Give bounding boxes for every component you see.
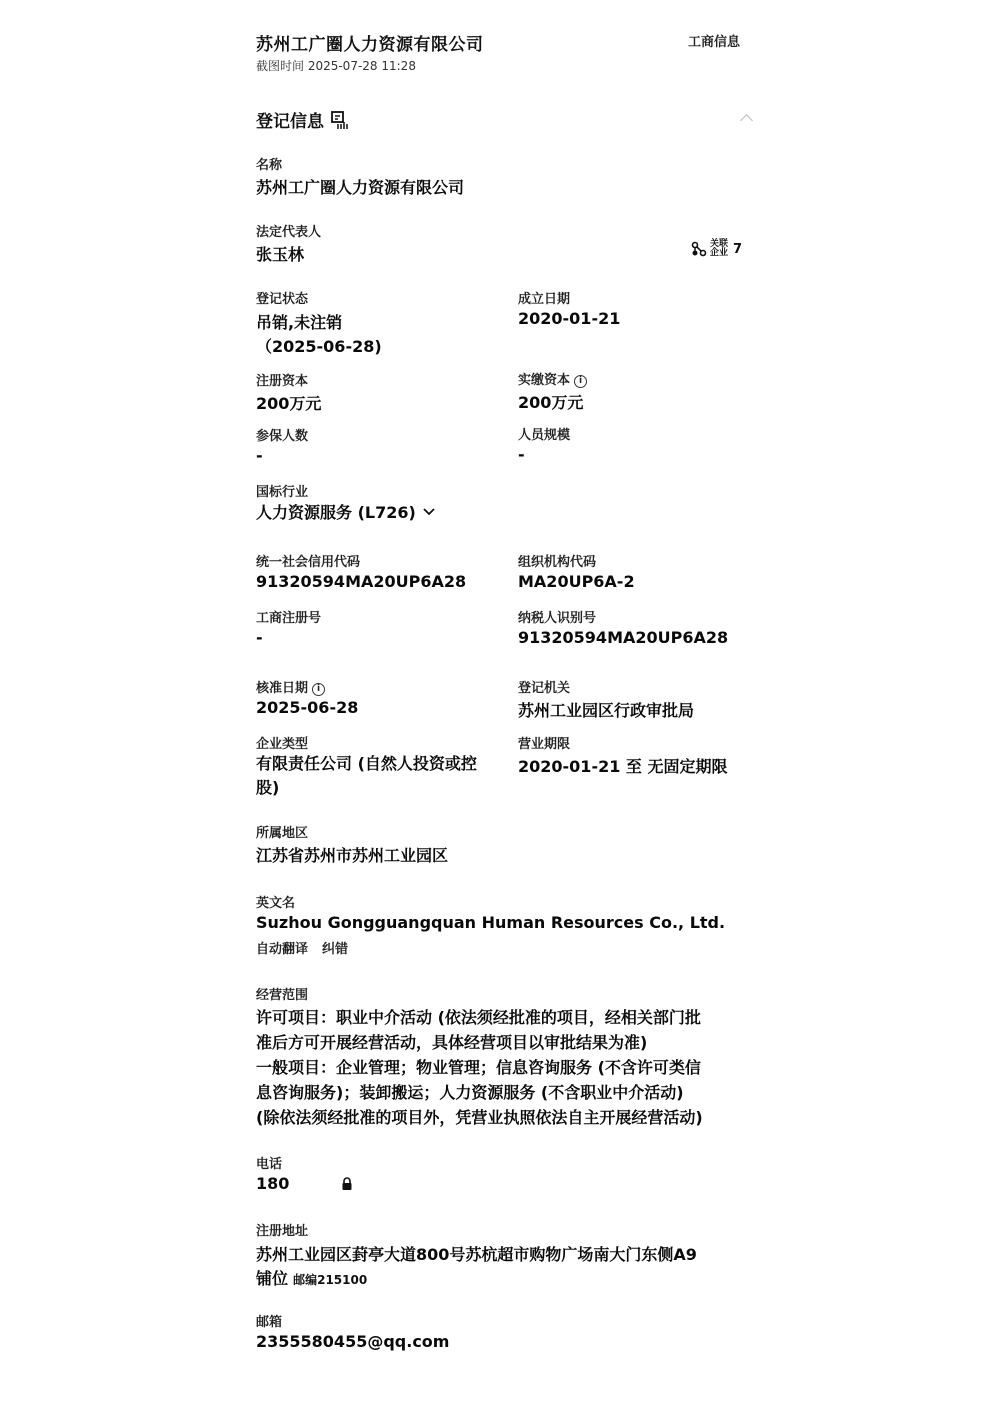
approval-date-label: 核准日期	[256, 681, 309, 696]
reg-authority-label: 登记机关	[518, 681, 571, 696]
biz-term-value: 2020-01-21 至 无固定期限	[518, 757, 728, 776]
section-header	[256, 107, 350, 132]
related-count: 7	[733, 241, 743, 257]
capture-time: 截图时间 2025-07-28 11:28	[256, 59, 416, 73]
english-name-actions	[256, 938, 348, 957]
biz-reg-no-label: 工商注册号	[256, 611, 322, 626]
map-icon[interactable]	[330, 110, 350, 130]
company-type-value: 有限责任公司 (自然人投资或控股)	[256, 754, 477, 797]
industry-dropdown[interactable]	[256, 500, 436, 523]
taxpayer-id-label: 纳税人识别号	[518, 611, 597, 626]
org-code-value: MA20UP6A-2	[518, 572, 635, 591]
scope-line: (除依法须经批准的项目外，凭营业执照依法自主开展经营活动)	[256, 1108, 703, 1127]
english-name-value: Suzhou Gongguangquan Human Resources Co., Ltd.	[256, 913, 726, 932]
info-icon[interactable]: i	[312, 683, 325, 696]
staff-size-value: -	[518, 445, 525, 464]
email-value[interactable]: 2355580455@qq.com	[256, 1332, 450, 1351]
taxpayer-id-value: 91320594MA20UP6A28	[518, 628, 729, 647]
correct-link[interactable]: 纠错	[322, 942, 349, 957]
industry-value: 人力资源服务 (L726)	[256, 503, 416, 522]
email-label: 邮箱	[256, 1315, 283, 1330]
status-value: 吊销,未注销	[256, 313, 343, 332]
address-line2: 铺位	[256, 1269, 289, 1288]
region-label: 所属地区	[256, 826, 309, 841]
postcode: 邮编215100	[293, 1273, 368, 1287]
reg-capital-value: 200万元	[256, 394, 322, 413]
credit-code-value: 91320594MA20UP6A28	[256, 572, 467, 591]
english-name-label: 英文名	[256, 896, 296, 911]
legal-rep-label: 法定代表人	[256, 225, 322, 240]
insured-value: -	[256, 446, 263, 465]
industry-label: 国标行业	[256, 485, 309, 500]
reg-authority-value: 苏州工业园区行政审批局	[518, 701, 695, 720]
company-type-label: 企业类型	[256, 737, 309, 752]
address-label: 注册地址	[256, 1224, 309, 1239]
network-icon	[691, 241, 707, 257]
lock-icon[interactable]	[341, 1177, 353, 1191]
company-title: 苏州工广圈人力资源有限公司	[256, 35, 484, 55]
legal-rep-value[interactable]: 张玉林	[256, 245, 305, 264]
info-icon[interactable]: i	[574, 375, 587, 388]
status-label: 登记状态	[256, 292, 309, 307]
address-line1: 苏州工业园区葑亭大道800号苏杭超市购物广场南大门东侧A9	[256, 1245, 697, 1264]
scope-line: 一般项目：企业管理；物业管理；信息咨询服务 (不含许可类信	[256, 1058, 701, 1077]
insured-label: 参保人数	[256, 429, 309, 444]
region-value: 江苏省苏州市苏州工业园区	[256, 846, 449, 865]
name-label: 名称	[256, 158, 283, 173]
related-label: 关联企业	[710, 239, 729, 258]
auto-translate-link[interactable]: 自动翻译	[256, 942, 309, 957]
section-title: 登记信息	[256, 112, 324, 132]
phone-label: 电话	[256, 1157, 283, 1172]
paid-capital-value: 200万元	[518, 393, 584, 412]
paid-capital-label-row	[518, 369, 587, 388]
credit-code-label: 统一社会信用代码	[256, 555, 361, 570]
biz-term-label: 营业期限	[518, 737, 571, 752]
scope-line: 许可项目：职业中介活动 (依法须经批准的项目，经相关部门批	[256, 1008, 701, 1027]
related-companies-badge[interactable]	[691, 240, 742, 258]
status-date: （2025-06-28)	[256, 337, 382, 356]
scope-label: 经营范围	[256, 988, 309, 1003]
scope-line: 准后方可开展经营活动，具体经营项目以审批结果为准)	[256, 1033, 648, 1052]
scope-line: 息咨询服务)；装卸搬运；人力资源服务 (不含职业中介活动)	[256, 1083, 684, 1102]
established-label: 成立日期	[518, 292, 571, 307]
paid-capital-label: 实缴资本	[518, 373, 571, 388]
reg-capital-label: 注册资本	[256, 374, 309, 389]
established-value: 2020-01-21	[518, 309, 621, 328]
approval-date-label-row	[256, 677, 325, 696]
org-code-label: 组织机构代码	[518, 555, 597, 570]
name-value: 苏州工广圈人力资源有限公司	[256, 178, 465, 197]
phone-row[interactable]	[256, 1174, 353, 1193]
address-line2-row	[256, 1266, 367, 1289]
approval-date-value: 2025-06-28	[256, 698, 359, 717]
chevron-down-icon	[422, 507, 436, 517]
phone-value: 180	[256, 1174, 290, 1193]
biz-reg-no-value: -	[256, 628, 263, 647]
staff-size-label: 人员规模	[518, 428, 571, 443]
tab-business-info[interactable]: 工商信息	[688, 35, 741, 50]
collapse-chevron-icon[interactable]	[740, 114, 753, 127]
